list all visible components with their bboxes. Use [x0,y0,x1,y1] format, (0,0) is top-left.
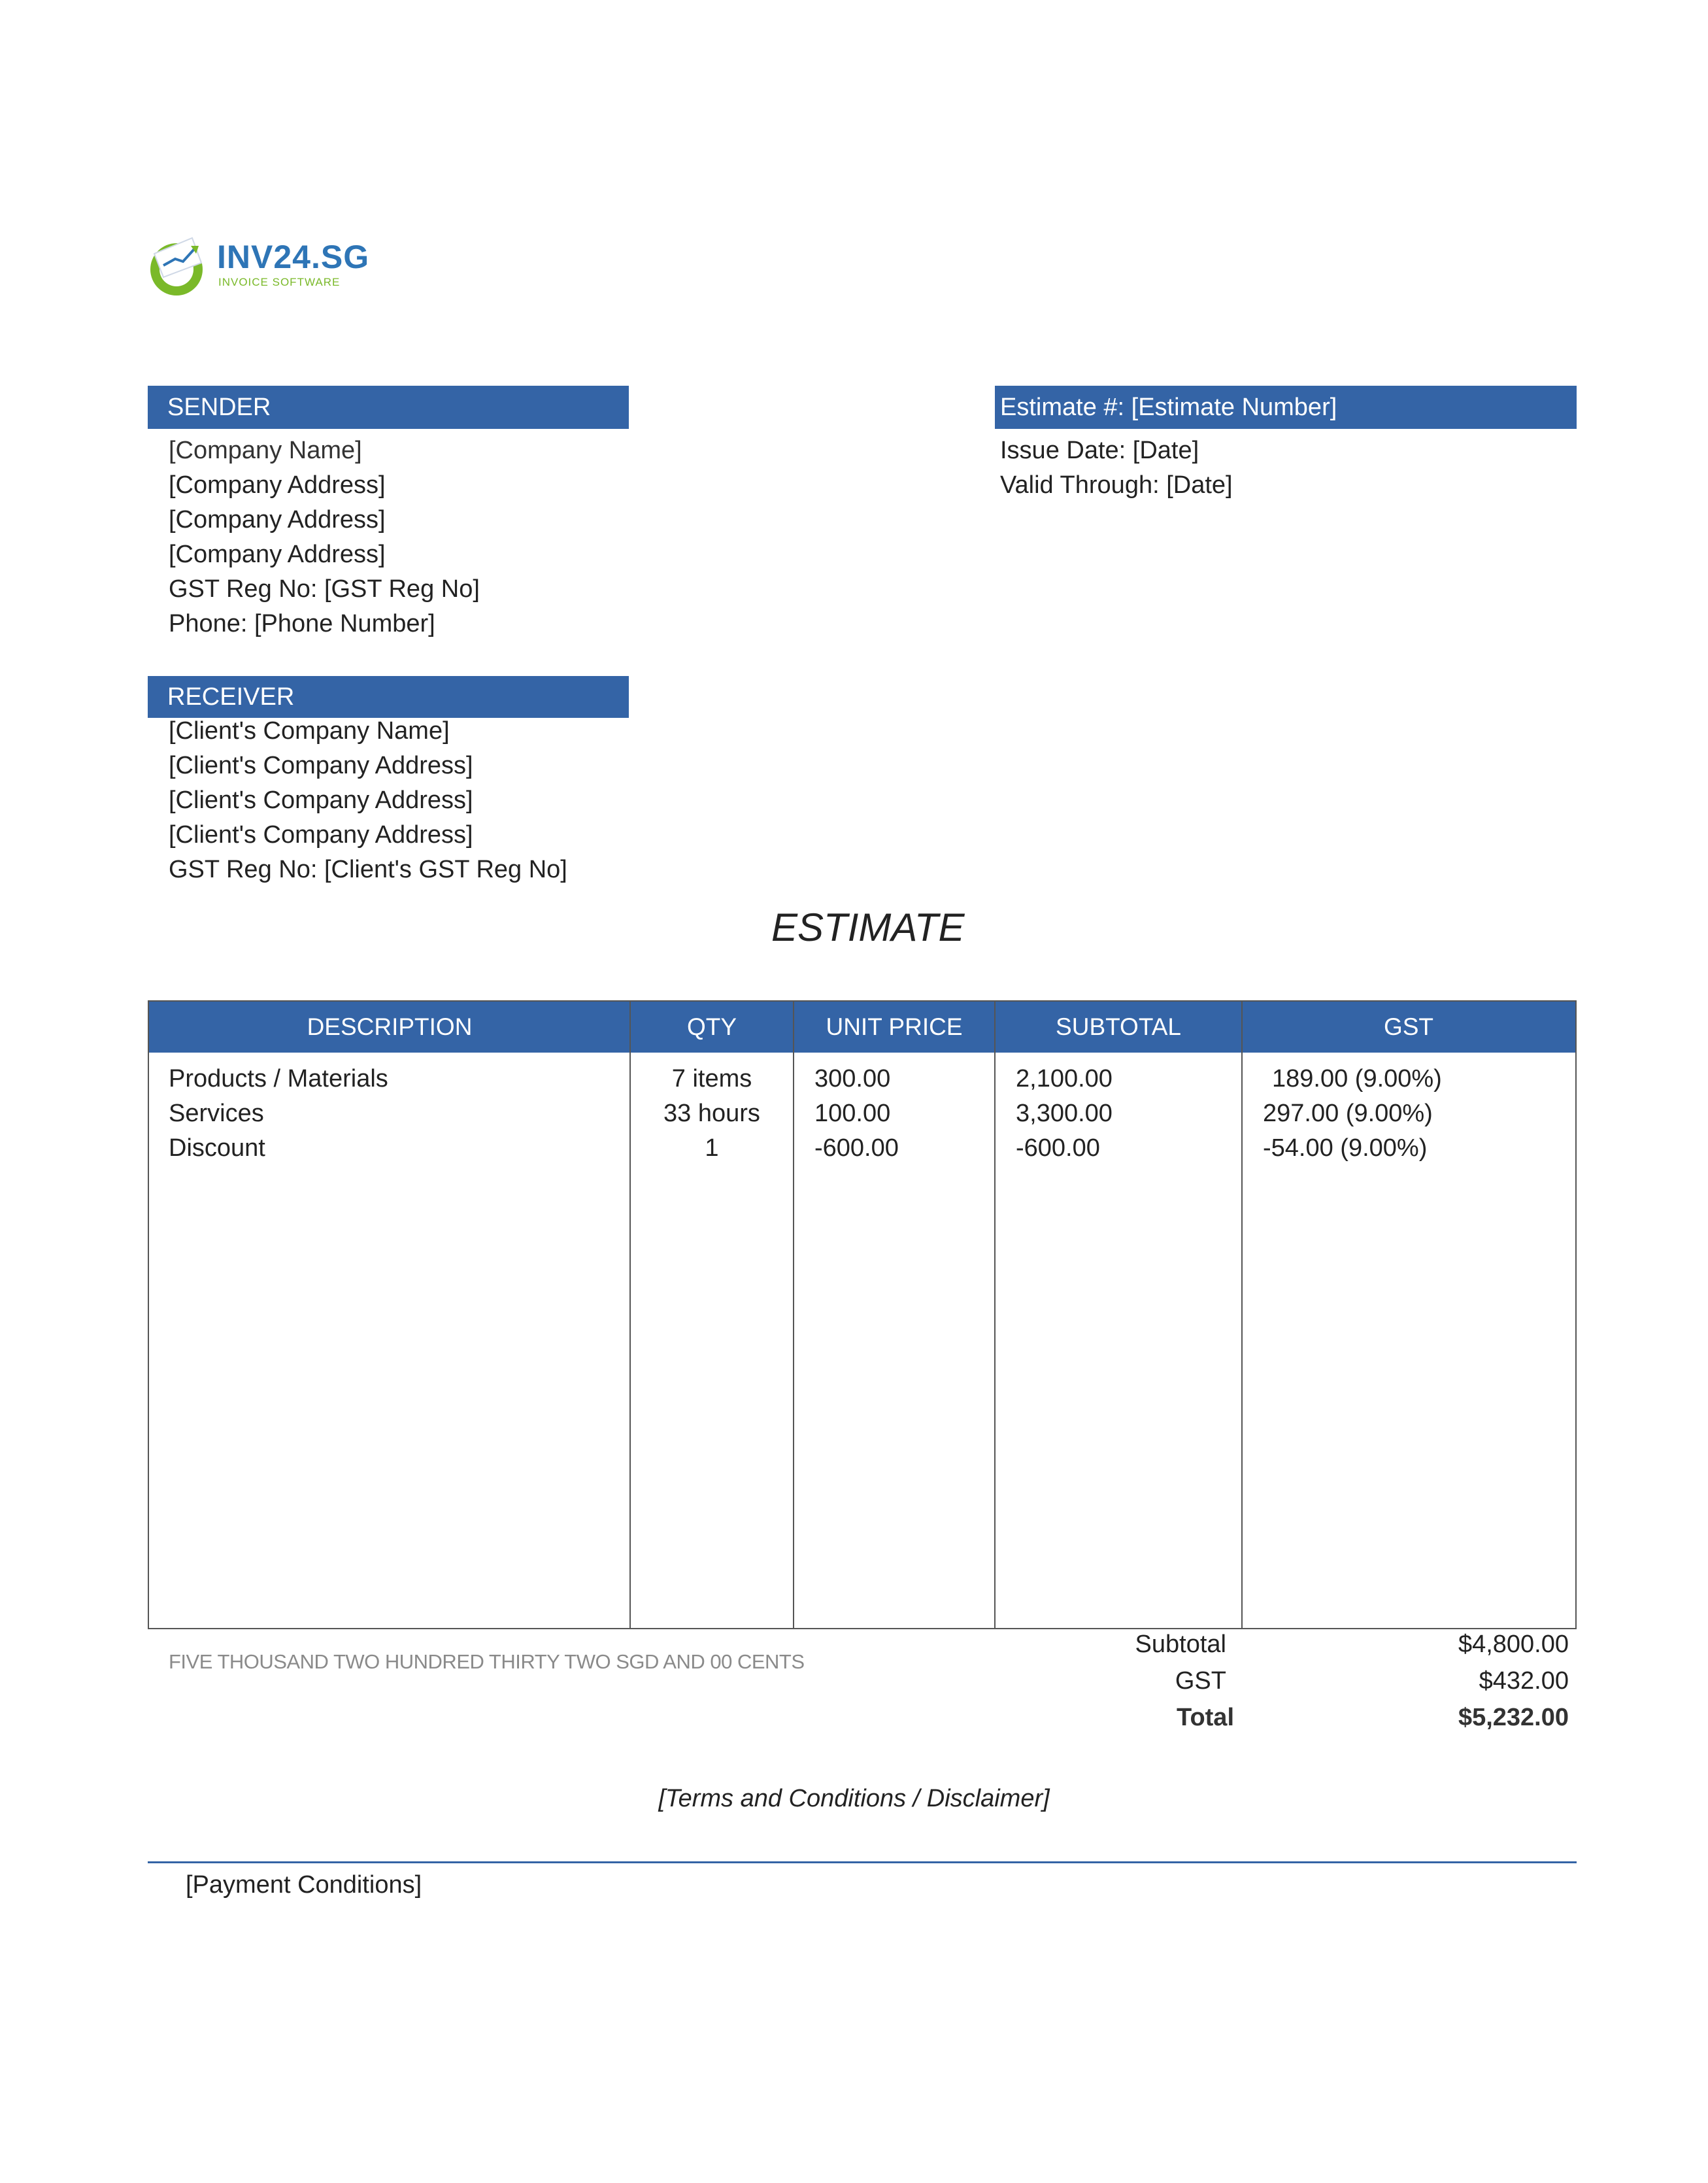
column-divider [994,1002,996,1628]
sender-gst-reg: GST Reg No: [GST Reg No] [169,575,480,603]
gst-value: $432.00 [1479,1667,1569,1695]
gst-label: GST [1175,1667,1226,1695]
sender-company-name: [Company Name] [169,437,362,464]
issue-date: Issue Date: [Date] [1000,437,1199,464]
receiver-details [169,714,567,887]
row1-subtotal: 2,100.00 [1016,1065,1113,1092]
row3-gst: -54.00 (9.00%) [1263,1134,1428,1162]
row2-unit-price: 100.00 [814,1100,891,1127]
row3-qty: 1 [705,1134,719,1162]
sender-address-3: [Company Address] [169,541,386,568]
row2-description: Services [169,1100,264,1127]
row1-unit-price: 300.00 [814,1065,891,1092]
payment-conditions: [Payment Conditions] [186,1871,422,1899]
footer-divider [148,1861,1577,1863]
receiver-company-name: [Client's Company Name] [169,717,450,745]
row1-description: Products / Materials [169,1065,388,1092]
estimate-number-heading: Estimate #: [Estimate Number] [995,386,1577,429]
document-title: ESTIMATE [771,905,965,949]
logo-icon [146,234,212,299]
column-divider [1241,1002,1243,1628]
header-gst: GST [1383,1013,1434,1040]
row2-subtotal: 3,300.00 [1016,1100,1113,1127]
receiver-heading: RECEIVER [148,676,629,718]
logo [146,234,370,299]
total-value: $5,232.00 [1458,1704,1569,1731]
sender-heading: SENDER [148,386,629,429]
header-subtotal: SUBTOTAL [1056,1013,1181,1040]
estimate-details [1000,433,1233,503]
row3-unit-price: -600.00 [814,1134,899,1162]
line-items-table [148,1000,1577,1629]
header-description: DESCRIPTION [307,1013,473,1040]
row1-gst: 189.00 (9.00%) [1272,1065,1442,1092]
receiver-gst-reg: GST Reg No: [Client's GST Reg No] [169,856,567,883]
terms-and-conditions: [Terms and Conditions / Disclaimer] [658,1785,1050,1812]
amount-in-words: FIVE THOUSAND TWO HUNDRED THIRTY TWO SGD AND 00 CENTS [169,1650,805,1673]
total-label: Total [1177,1704,1234,1731]
table-header [149,1002,1575,1053]
sender-address-2: [Company Address] [169,506,386,533]
row1-qty: 7 items [671,1065,752,1092]
header-unit-price: UNIT PRICE [826,1013,963,1040]
subtotal-value: $4,800.00 [1458,1631,1569,1658]
subtotal-label: Subtotal [1135,1631,1226,1658]
header-qty: QTY [686,1013,737,1040]
sender-phone: Phone: [Phone Number] [169,610,435,637]
row2-qty: 33 hours [663,1100,760,1127]
row2-gst: 297.00 (9.00%) [1263,1100,1433,1127]
valid-through: Valid Through: [Date] [1000,471,1233,499]
receiver-address-3: [Client's Company Address] [169,821,473,849]
receiver-address-1: [Client's Company Address] [169,752,473,779]
row3-subtotal: -600.00 [1016,1134,1100,1162]
row3-description: Discount [169,1134,265,1162]
sender-details [169,433,480,641]
logo-tagline: INVOICE SOFTWARE [218,276,341,288]
sender-address-1: [Company Address] [169,471,386,499]
receiver-address-2: [Client's Company Address] [169,787,473,814]
logo-name: INV24.SG [217,239,370,275]
